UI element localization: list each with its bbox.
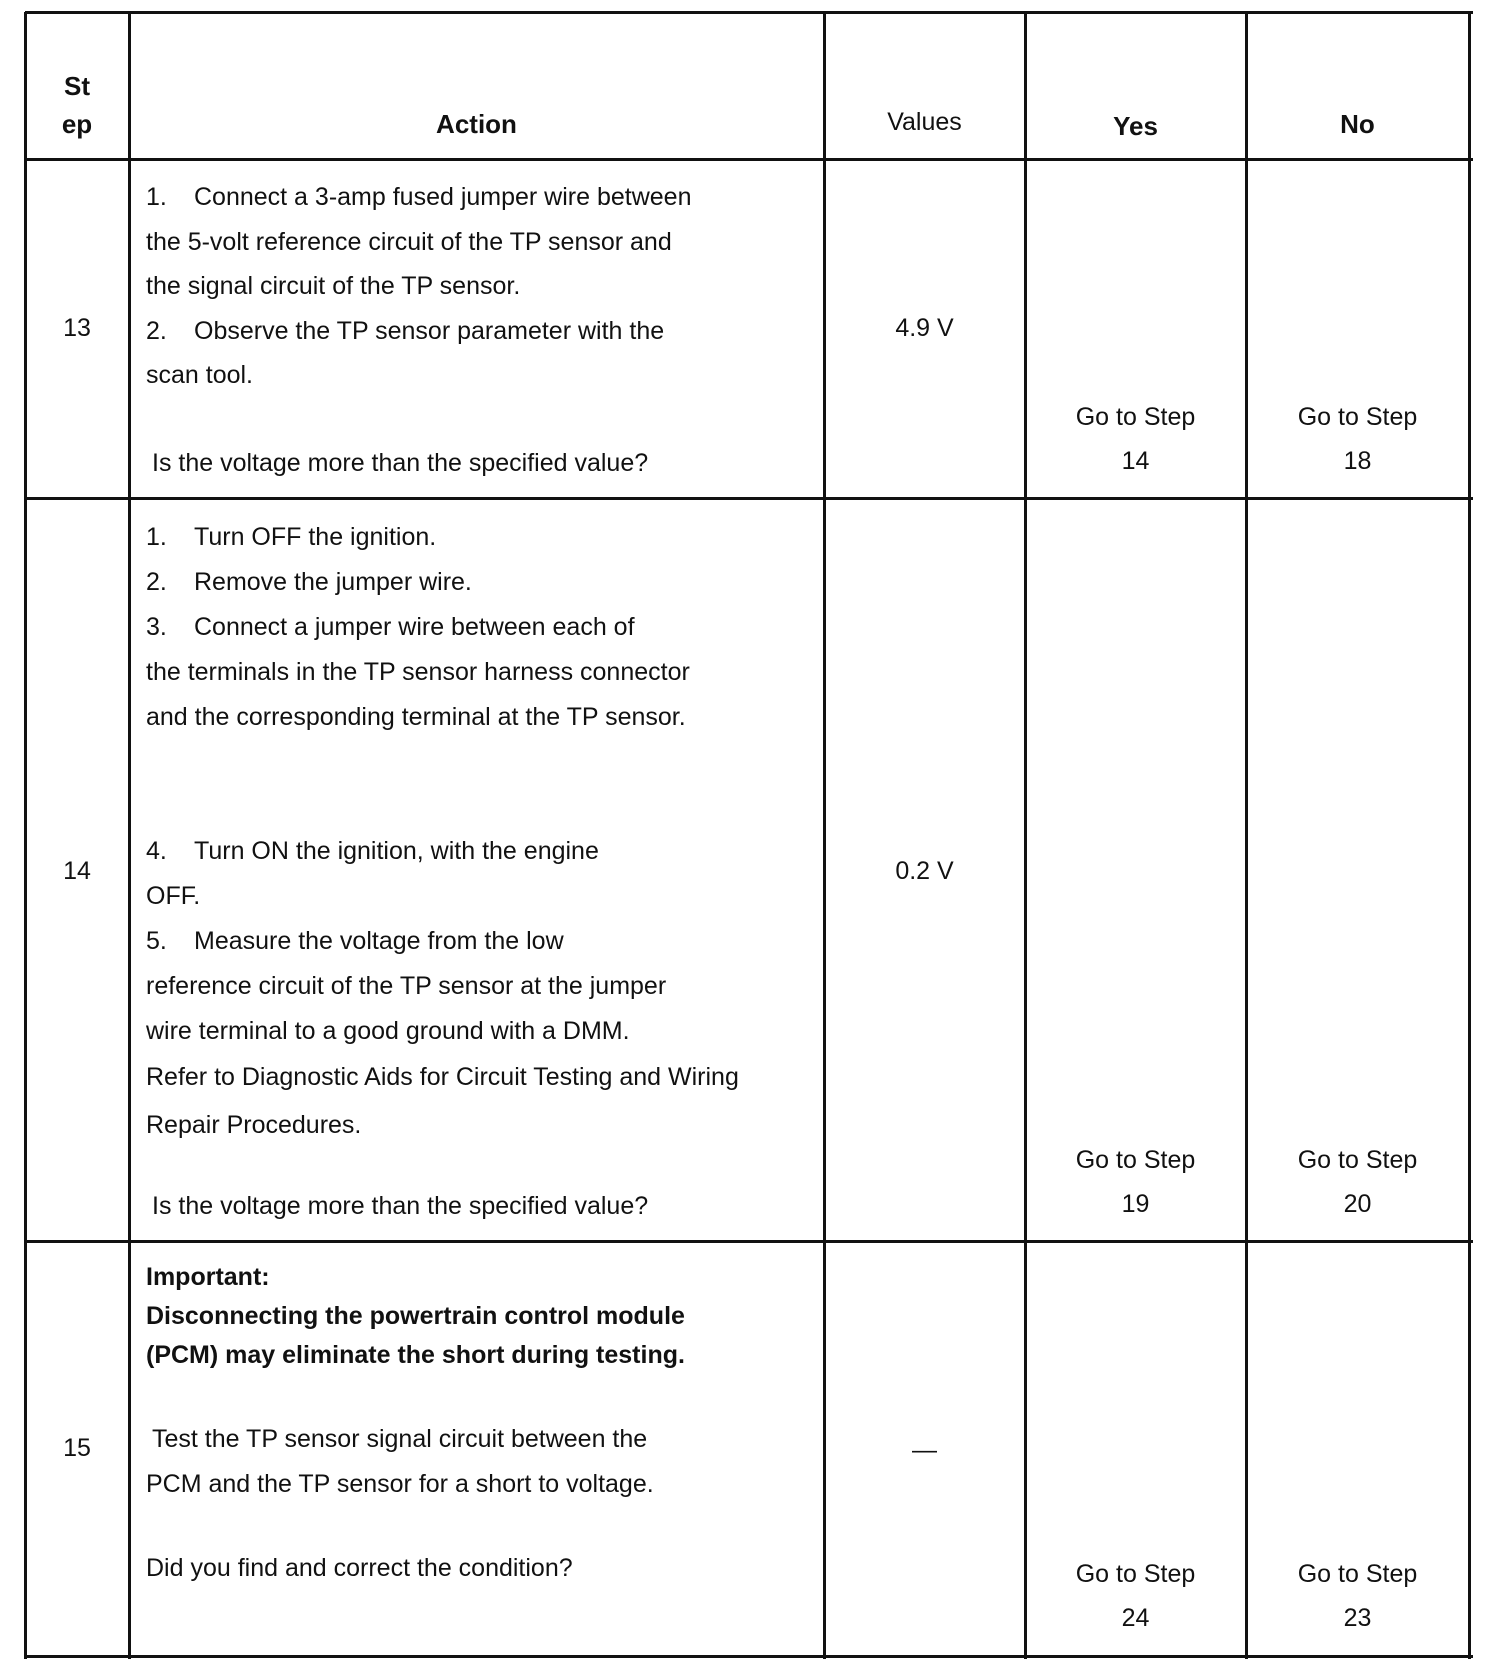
yes-step: 14 [1121,447,1150,475]
header-step [26,72,128,138]
action-text: Connect a 3-amp fused jumper wire between [194,183,692,211]
item-number: 4. [146,837,167,865]
action-text: Remove the jumper wire. [194,568,472,596]
action-text: Repair Procedures. [146,1111,362,1139]
action-text: the terminals in the TP sensor harness connector [146,658,690,686]
grid-line [25,1655,1473,1658]
step-number: 14 [63,857,91,885]
action-item [146,317,664,345]
step-number: 15 [63,1434,91,1462]
grid-line [25,497,1473,500]
value: — [912,1436,937,1464]
question: Did you find and correct the condition? [146,1554,573,1582]
action-item [146,927,564,955]
action-text: Test the TP sensor signal circuit between the [152,1425,648,1453]
item-number: 2. [146,568,167,596]
grid-line [1468,12,1471,1659]
question: Is the voltage more than the specified value? [152,1192,649,1220]
yes-link[interactable] [1026,1146,1245,1218]
header-action: Action [436,109,517,139]
action-item [146,183,692,211]
action-item [146,568,472,596]
action-item [146,837,599,865]
action-text: OFF. [146,882,201,910]
question: Is the voltage more than the specified value? [152,449,649,477]
yes-step: 19 [1121,1190,1150,1218]
value: 4.9 V [895,314,954,342]
grid-line [1024,12,1027,1659]
item-number: 1. [146,183,167,211]
action-text: PCM and the TP sensor for a short to voltage. [146,1470,654,1498]
action-text: Refer to Diagnostic Aids for Circuit Testing and Wiring [146,1063,739,1091]
header-yes: Yes [1113,111,1158,141]
grid-line [25,1240,1473,1243]
action-text: Turn OFF the ignition. [194,523,437,551]
grid-line [25,158,1473,161]
grid-line [25,11,1473,14]
grid-line [1245,12,1248,1659]
action-text: scan tool. [146,361,254,389]
action-item [146,613,635,641]
item-number: 5. [146,927,167,955]
no-link[interactable] [1247,403,1468,475]
yes-label: Go to Step [1075,403,1196,431]
important-text: Disconnecting the powertrain control module [146,1302,685,1330]
action-item [146,523,436,551]
item-number: 2. [146,317,167,345]
header-step-line1: St [64,71,90,101]
no-label: Go to Step [1297,1146,1418,1174]
grid-line [823,12,826,1659]
yes-link[interactable] [1026,403,1245,475]
header-step-line2: ep [61,109,93,139]
header-values: Values [887,108,962,136]
no-step: 23 [1343,1604,1372,1632]
value: 0.2 V [895,857,954,885]
grid-line [24,12,27,1659]
action-text: reference circuit of the TP sensor at the jumper [146,972,667,1000]
no-step: 20 [1343,1190,1372,1218]
item-number: 1. [146,523,167,551]
no-link[interactable] [1247,1146,1468,1218]
no-label: Go to Step [1297,403,1418,431]
action-text: the 5-volt reference circuit of the TP sensor and [146,228,672,256]
action-text: wire terminal to a good ground with a DMM. [146,1017,630,1045]
action-text: Connect a jumper wire between each of [194,613,635,641]
important-label: Important: [146,1263,270,1291]
grid-line [128,12,131,1659]
important-text: (PCM) may eliminate the short during testing. [146,1341,685,1369]
no-label: Go to Step [1297,1560,1418,1588]
yes-step: 24 [1121,1604,1150,1632]
header-no: No [1340,109,1375,139]
yes-link[interactable] [1026,1560,1245,1632]
yes-label: Go to Step [1075,1560,1196,1588]
no-step: 18 [1343,447,1372,475]
step-number: 13 [63,314,91,342]
item-number: 3. [146,613,167,641]
action-text: Turn ON the ignition, with the engine [194,837,599,865]
action-text: Measure the voltage from the low [194,927,564,955]
action-text: the signal circuit of the TP sensor. [146,272,521,300]
action-text: and the corresponding terminal at the TP sensor. [146,703,686,731]
no-link[interactable] [1247,1560,1468,1632]
yes-label: Go to Step [1075,1146,1196,1174]
action-text: Observe the TP sensor parameter with the [194,317,665,345]
